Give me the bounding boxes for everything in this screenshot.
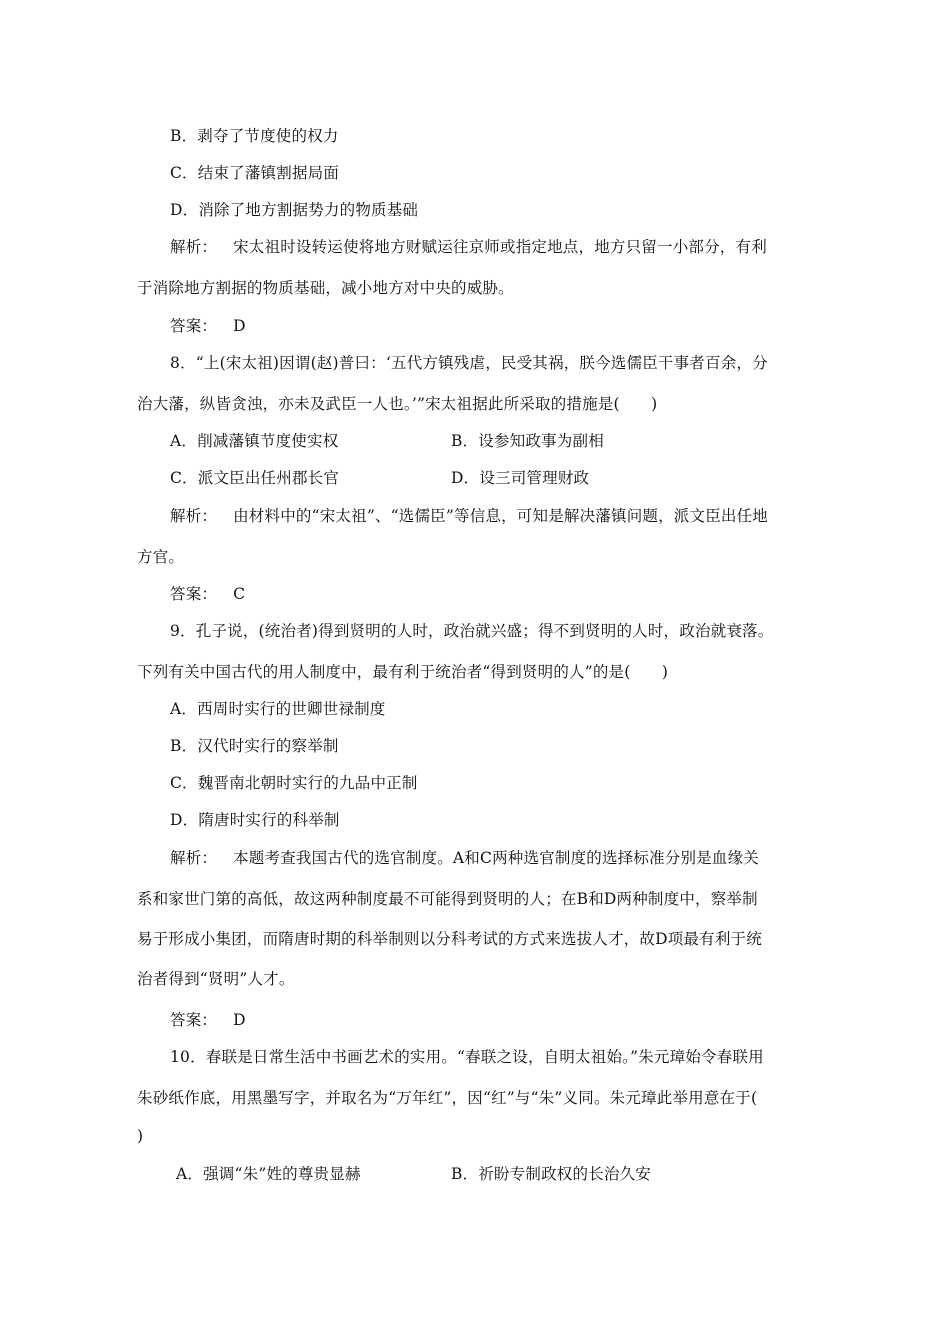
q9-analysis-line bbox=[170, 848, 759, 868]
q8-stem-1: 8．“上(宋太祖)因谓(赵)普曰：‘五代方镇残虐，民受其祸，朕今选儒臣干事者百余，分 bbox=[170, 354, 768, 372]
q8-option-c: C．派文臣出任州郡长官 bbox=[170, 469, 340, 487]
q9-option-d: D．隋唐时实行的科举制 bbox=[170, 811, 340, 829]
q7-analysis-line bbox=[170, 237, 767, 257]
q10-option-b: B．祈盼专制政权的长治久安 bbox=[451, 1165, 651, 1183]
q8-analysis-label: 解析： bbox=[170, 507, 218, 525]
q9-option-b: B．汉代时实行的察举制 bbox=[170, 737, 339, 755]
q7-option-b: B．剥夺了节度使的权力 bbox=[170, 127, 339, 145]
q8-option-d: D．设三司管理财政 bbox=[451, 469, 590, 487]
q7-analysis-label: 解析： bbox=[170, 238, 218, 256]
q8-answer-value: C bbox=[233, 585, 246, 603]
q9-analysis-text-3: 易于形成小集团，而隋唐时期的科举制则以分科考试的方式来选拔人才，故D项最有利于统 bbox=[137, 930, 762, 948]
q9-answer-label: 答案： bbox=[170, 1011, 218, 1029]
q7-analysis-text-1: 宋太祖时设转运使将地方财赋运往京师或指定地点，地方只留一小部分，有利 bbox=[233, 238, 767, 256]
q7-answer-line bbox=[170, 316, 246, 336]
q7-answer-value: D bbox=[233, 317, 246, 335]
q7-answer-label: 答案： bbox=[170, 317, 218, 335]
q9-stem-2: 下列有关中国古代的用人制度中，最有利于统治者“得到贤明的人”的是( ) bbox=[137, 663, 669, 681]
q8-answer-line bbox=[170, 584, 245, 604]
q9-option-a: A．西周时实行的世卿世禄制度 bbox=[170, 700, 386, 718]
q7-option-c: C．结束了藩镇割据局面 bbox=[170, 164, 340, 182]
q9-analysis-text-1: 本题考查我国古代的选官制度。A和C两种选官制度的选择标准分别是血缘关 bbox=[233, 849, 759, 867]
q8-analysis-text-1: 由材料中的“宋太祖”、“选儒臣”等信息，可知是解决藩镇问题，派文臣出任地 bbox=[233, 507, 769, 525]
q8-option-b: B．设参知政事为副相 bbox=[451, 432, 604, 450]
q8-analysis-text-2: 方官。 bbox=[137, 548, 185, 566]
q9-answer-value: D bbox=[233, 1011, 246, 1029]
q9-analysis-label: 解析： bbox=[170, 849, 218, 867]
q9-analysis-text-2: 系和家世门第的高低，故这两种制度最不可能得到贤明的人；在B和D两种制度中，察举制 bbox=[137, 890, 758, 908]
q8-analysis-line bbox=[170, 506, 768, 526]
q10-stem-1: 10．春联是日常生活中书画艺术的实用。“春联之设，自明太祖始。”朱元璋始令春联用 bbox=[170, 1048, 764, 1066]
q9-analysis-text-4: 治者得到“贤明”人才。 bbox=[137, 970, 295, 988]
q10-stem-3: ) bbox=[137, 1127, 144, 1145]
q9-option-c: C．魏晋南北朝时实行的九品中正制 bbox=[170, 774, 418, 792]
q9-answer-line bbox=[170, 1010, 246, 1030]
q7-analysis-text-2: 于消除地方割据的物质基础，减小地方对中央的威胁。 bbox=[137, 279, 514, 297]
q10-stem-2: 朱砂纸作底，用黑墨写字，并取名为“万年红”，因“红”与“朱”义同。朱元璋此举用意在于( bbox=[137, 1089, 758, 1107]
q8-stem-2: 治大藩，纵皆贪浊，亦未及武臣一人也。’”宋太祖据此所采取的措施是( ) bbox=[137, 395, 658, 413]
q8-option-a: A．削减藩镇节度使实权 bbox=[170, 432, 339, 450]
q8-answer-label: 答案： bbox=[170, 585, 218, 603]
q9-stem-1: 9．孔子说，(统治者)得到贤明的人时，政治就兴盛；得不到贤明的人时，政治就衰落。 bbox=[170, 622, 774, 640]
q10-option-a: A．强调“朱”姓的尊贵显赫 bbox=[176, 1165, 361, 1183]
q7-option-d: D．消除了地方割据势力的物质基础 bbox=[170, 201, 419, 219]
